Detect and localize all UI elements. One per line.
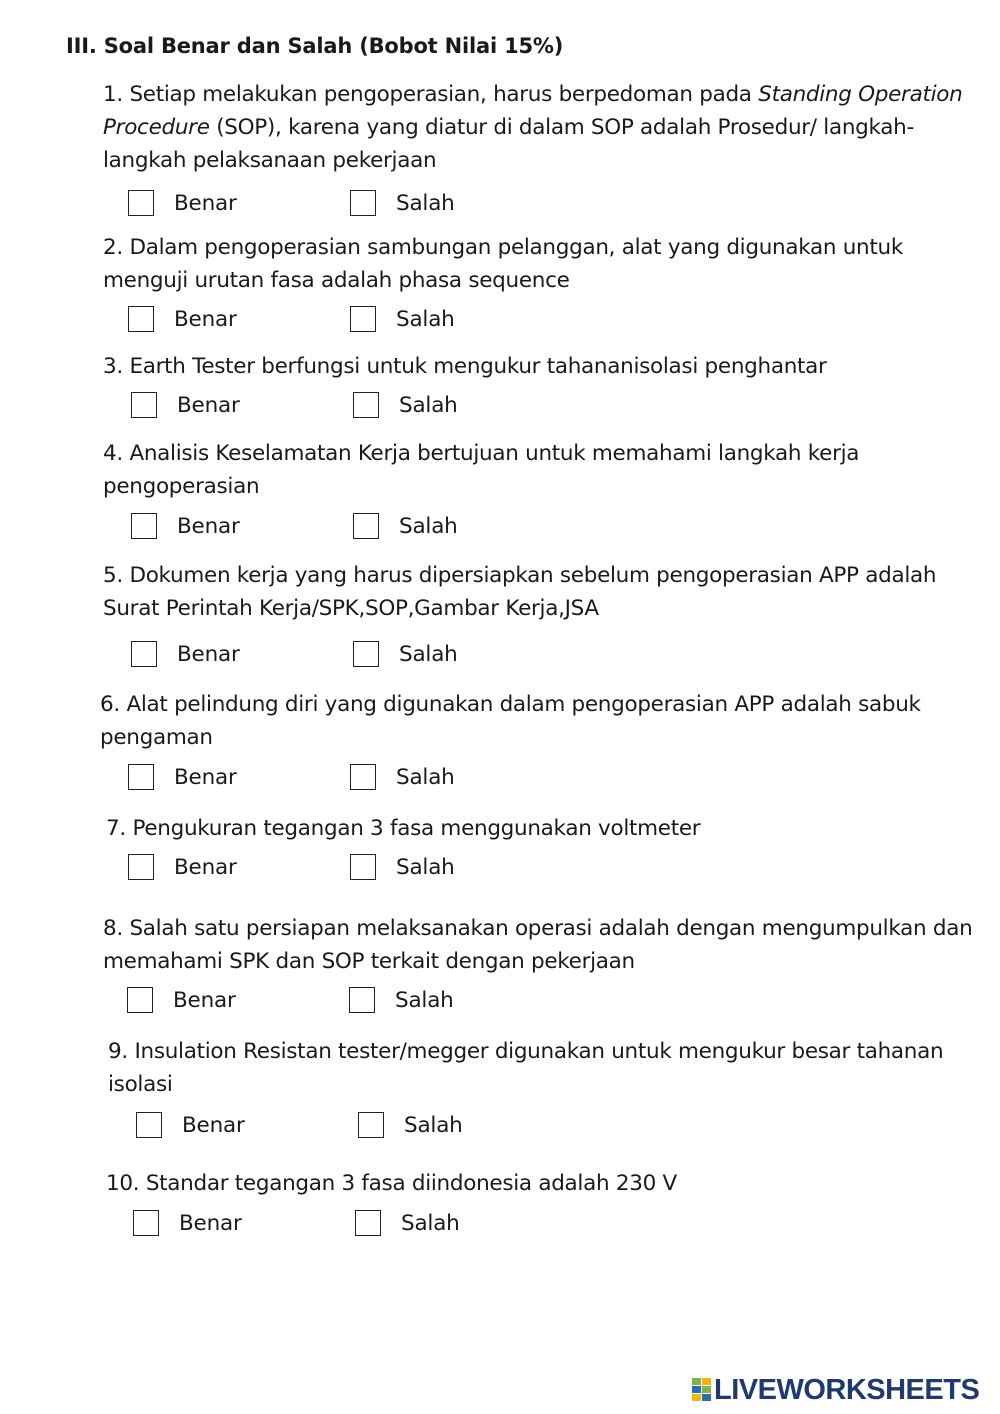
- question-text-italic: Standing Operation Procedure: [103, 82, 963, 140]
- question-text: 2. Dalam pengoperasian sambungan pelanggan, alat yang digunakan untuk menguji urutan fasa adalah phasa sequence: [103, 235, 903, 293]
- option-benar[interactable]: [128, 188, 237, 218]
- answer-options: [128, 852, 728, 886]
- checkbox[interactable]: [358, 1112, 384, 1138]
- option-label: Salah: [399, 513, 458, 539]
- question-text: 5. Dokumen kerja yang harus dipersiapkan sebelum pengoperasian APP adalah Surat Perintah Kerja/SPK,SOP,Gambar Kerja,JSA: [103, 563, 937, 621]
- option-label: Salah: [396, 764, 455, 790]
- option-salah[interactable]: [358, 1110, 463, 1140]
- question-5: [103, 559, 983, 667]
- checkbox[interactable]: [355, 1210, 381, 1236]
- option-label: Salah: [401, 1210, 460, 1236]
- option-salah[interactable]: [350, 304, 455, 334]
- option-label: Benar: [177, 392, 240, 418]
- answer-options: [133, 1208, 733, 1242]
- checkbox[interactable]: [350, 854, 376, 880]
- option-salah[interactable]: [353, 390, 458, 420]
- question-2: [103, 231, 983, 332]
- question-text-prefix: 1. Setiap melakukan pengoperasian, harus berpedoman pada: [103, 82, 759, 107]
- option-label: Benar: [173, 987, 236, 1013]
- question-text-suffix: (SOP), karena yang diatur di dalam SOP adalah Prosedur/ langkah-langkah pelaksanaan pekerjaan: [103, 115, 914, 173]
- checkbox[interactable]: [128, 764, 154, 790]
- question-text: 6. Alat pelindung diri yang digunakan dalam pengoperasian APP adalah sabuk pengaman: [100, 692, 921, 750]
- option-benar[interactable]: [133, 1208, 242, 1238]
- question-text: 10. Standar tegangan 3 fasa diindonesia adalah 230 V: [106, 1171, 677, 1196]
- liveworksheets-wordmark: LIVEWORKSHEETS: [714, 1374, 980, 1406]
- answer-options: [127, 985, 727, 1019]
- question-text: [103, 78, 983, 177]
- option-salah[interactable]: [350, 852, 455, 882]
- question-1: [103, 78, 983, 216]
- option-label: Salah: [396, 854, 455, 880]
- question-9: [108, 1035, 988, 1138]
- option-label: Salah: [396, 190, 455, 216]
- liveworksheets-brand: [692, 1374, 979, 1406]
- checkbox[interactable]: [131, 392, 157, 418]
- liveworksheets-logo-icon: [692, 1376, 712, 1404]
- option-label: Benar: [177, 641, 240, 667]
- question-text: 4. Analisis Keselamatan Kerja bertujuan untuk memahami langkah kerja pengoperasian: [103, 441, 860, 499]
- answer-options: [128, 304, 728, 338]
- checkbox[interactable]: [350, 190, 376, 216]
- checkbox[interactable]: [350, 306, 376, 332]
- question-3: [103, 350, 983, 418]
- option-label: Salah: [399, 392, 458, 418]
- option-benar[interactable]: [128, 852, 237, 882]
- checkbox[interactable]: [128, 306, 154, 332]
- section-title: III. Soal Benar dan Salah (Bobot Nilai 15%): [66, 34, 564, 58]
- option-label: Benar: [174, 764, 237, 790]
- question-text: 9. Insulation Resistan tester/megger digunakan untuk mengukur besar tahanan isolasi: [108, 1039, 944, 1097]
- answer-options: [136, 1110, 736, 1144]
- option-label: Salah: [399, 641, 458, 667]
- option-benar[interactable]: [131, 639, 240, 669]
- option-label: Benar: [174, 190, 237, 216]
- question-4: [103, 437, 983, 539]
- option-label: Benar: [174, 306, 237, 332]
- option-label: Benar: [179, 1210, 242, 1236]
- option-benar[interactable]: [127, 985, 236, 1015]
- option-label: Benar: [174, 854, 237, 880]
- question-text: 7. Pengukuran tegangan 3 fasa menggunakan voltmeter: [106, 816, 701, 841]
- checkbox[interactable]: [353, 392, 379, 418]
- option-salah[interactable]: [349, 985, 454, 1015]
- option-salah[interactable]: [353, 639, 458, 669]
- answer-options: [131, 511, 731, 545]
- option-label: Salah: [395, 987, 454, 1013]
- option-salah[interactable]: [350, 188, 455, 218]
- answer-options: [128, 188, 728, 222]
- option-benar[interactable]: [131, 511, 240, 541]
- option-label: Salah: [396, 306, 455, 332]
- option-salah[interactable]: [355, 1208, 460, 1238]
- option-benar[interactable]: [128, 762, 237, 792]
- checkbox[interactable]: [136, 1112, 162, 1138]
- question-7: [106, 812, 986, 880]
- question-text: 3. Earth Tester berfungsi untuk mengukur tahananisolasi penghantar: [103, 354, 827, 379]
- checkbox[interactable]: [131, 641, 157, 667]
- checkbox[interactable]: [353, 513, 379, 539]
- question-6: [100, 688, 980, 790]
- option-benar[interactable]: [128, 304, 237, 334]
- answer-options: [131, 639, 731, 673]
- checkbox[interactable]: [131, 513, 157, 539]
- checkbox[interactable]: [128, 854, 154, 880]
- checkbox[interactable]: [127, 987, 153, 1013]
- option-label: Benar: [182, 1112, 245, 1138]
- checkbox[interactable]: [353, 641, 379, 667]
- answer-options: [128, 762, 728, 796]
- checkbox[interactable]: [350, 764, 376, 790]
- option-salah[interactable]: [350, 762, 455, 792]
- option-salah[interactable]: [353, 511, 458, 541]
- checkbox[interactable]: [128, 190, 154, 216]
- question-10: [106, 1167, 986, 1236]
- answer-options: [131, 390, 731, 424]
- option-label: Benar: [177, 513, 240, 539]
- checkbox[interactable]: [349, 987, 375, 1013]
- checkbox[interactable]: [133, 1210, 159, 1236]
- option-benar[interactable]: [136, 1110, 245, 1140]
- question-text: 8. Salah satu persiapan melaksanakan operasi adalah dengan mengumpulkan dan memahami SPK dan SOP terkait dengan pekerjaan: [103, 916, 973, 974]
- question-8: [103, 912, 983, 1013]
- option-label: Salah: [404, 1112, 463, 1138]
- option-benar[interactable]: [131, 390, 240, 420]
